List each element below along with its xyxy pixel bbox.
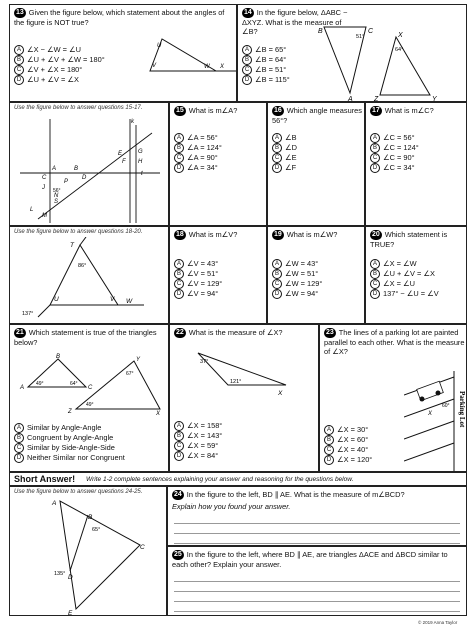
svg-text:E: E xyxy=(68,610,73,615)
svg-text:L: L xyxy=(30,207,34,213)
question-22-text: 22 What is the measure of ∠X? xyxy=(176,328,283,337)
question-14-options xyxy=(242,45,290,85)
svg-text:X: X xyxy=(220,64,225,70)
section-header: Use the figure below to answer questions 18-20. xyxy=(14,229,143,235)
question-number: 22 xyxy=(176,329,184,337)
option-a[interactable]: A ∠X = 30° xyxy=(324,425,372,435)
option-a[interactable]: A ∠X − ∠W = ∠U xyxy=(14,45,105,55)
svg-text:37°: 37° xyxy=(200,359,209,365)
two-triangles-figure xyxy=(16,353,166,415)
svg-text:60°: 60° xyxy=(442,403,450,409)
option-b[interactable]: B ∠A = 124° xyxy=(174,143,222,153)
answer-line[interactable] xyxy=(174,543,460,544)
option-c[interactable]: C ∠W = 129° xyxy=(272,279,322,289)
answer-line[interactable] xyxy=(174,591,460,592)
svg-text:Y: Y xyxy=(136,357,141,363)
option-c[interactable]: C ∠C = 90° xyxy=(370,153,419,163)
section-header: Use the figure below to answer questions 15-17. xyxy=(14,105,143,111)
copyright-footer: © 2019 Anna Taylor xyxy=(418,620,458,625)
answer-line[interactable] xyxy=(174,581,460,582)
question-24-text: 24 In the figure to the left, BD ∥ AE. What is the measure of m∠BCD? xyxy=(174,490,405,499)
svg-text:X: X xyxy=(398,32,403,39)
svg-text:D: D xyxy=(68,574,73,581)
option-a[interactable]: A ∠W = 43° xyxy=(272,259,322,269)
option-c[interactable]: C ∠X = ∠U xyxy=(370,279,439,289)
option-b[interactable]: B ∠U + ∠V + ∠W = 180° xyxy=(14,55,105,65)
question-19-text: 19 What is m∠W? xyxy=(274,230,338,239)
triangle-uvw-figure xyxy=(142,33,237,83)
option-c[interactable]: C ∠A = 90° xyxy=(174,153,222,163)
option-c[interactable]: C ∠V = 129° xyxy=(174,279,222,289)
question-16-text: 16 Which angle measures 56°? xyxy=(272,106,362,126)
svg-text:49°: 49° xyxy=(86,402,94,408)
question-16-cell xyxy=(267,102,365,226)
svg-text:T: T xyxy=(70,242,74,249)
question-22-options xyxy=(174,421,222,461)
question-15-text: 15 What is m∠A? xyxy=(176,106,238,115)
question-13-text: 13 Given the figure below, which statement about the angles of the figure is NOT true? xyxy=(14,8,225,28)
section-header: Use the figure below to answer questions 24-25. xyxy=(14,489,143,495)
option-a[interactable]: A Similar by Angle-Angle xyxy=(14,423,125,433)
question-number: 18 xyxy=(176,231,184,239)
triangle-exterior-angle-figure xyxy=(190,345,300,403)
svg-text:M: M xyxy=(42,213,47,219)
svg-text:C: C xyxy=(140,544,145,551)
figure-18-20-cell xyxy=(9,226,169,324)
question-23-text: 23 The lines of a parking lot are painted parallel to each other. What is the measure of ∠X? xyxy=(324,328,465,357)
question-18-cell xyxy=(169,226,267,324)
triangle-ace-figure xyxy=(30,497,150,615)
svg-text:A: A xyxy=(52,500,57,507)
question-23-cell xyxy=(319,324,467,472)
question-15-options xyxy=(174,133,222,173)
svg-text:N: N xyxy=(54,193,59,199)
similar-triangles-abc-xyz-figure xyxy=(318,23,458,101)
svg-text:W: W xyxy=(204,64,210,70)
option-d[interactable]: D Neither Similar nor Congruent xyxy=(14,453,125,463)
question-number: 17 xyxy=(372,107,380,115)
question-number: 23 xyxy=(326,329,334,337)
question-22-cell xyxy=(169,324,319,472)
svg-text:Parking Lot: Parking Lot xyxy=(458,391,466,428)
svg-text:k: k xyxy=(131,119,134,125)
option-d[interactable]: D ∠F xyxy=(272,163,297,173)
question-15-cell xyxy=(169,102,267,226)
svg-text:A: A xyxy=(20,385,25,391)
option-b[interactable]: B Congruent by Angle-Angle xyxy=(14,433,125,443)
triangle-tuv-figure xyxy=(10,237,169,323)
option-a[interactable]: A ∠B xyxy=(272,133,297,143)
option-a[interactable]: A ∠X = 158° xyxy=(174,421,222,431)
question-20-text: 20 Which statement is TRUE? xyxy=(370,230,448,250)
question-24-cell xyxy=(167,486,467,546)
short-answer-instructions: Write 1-2 complete sentences explaining your answer and reasoning for the questions below. xyxy=(86,476,354,483)
question-19-options xyxy=(272,259,322,299)
question-25-cell xyxy=(167,546,467,616)
answer-line[interactable] xyxy=(174,611,460,612)
option-d[interactable]: D ∠X = 120° xyxy=(324,455,372,465)
option-b[interactable]: B ∠X = 60° xyxy=(324,435,372,445)
question-number: 20 xyxy=(372,231,380,239)
question-number: 21 xyxy=(16,329,24,337)
svg-text:C: C xyxy=(42,175,47,181)
answer-line[interactable] xyxy=(174,533,460,534)
svg-text:V: V xyxy=(152,63,157,69)
question-17-cell xyxy=(365,102,467,226)
svg-text:Z: Z xyxy=(68,409,72,415)
question-number: 24 xyxy=(174,491,182,499)
option-a[interactable]: A ∠B = 65° xyxy=(242,45,290,55)
question-number: 25 xyxy=(174,551,182,559)
question-13-cell xyxy=(9,4,237,102)
question-19-cell xyxy=(267,226,365,324)
question-18-options xyxy=(174,259,222,299)
answer-line[interactable] xyxy=(174,523,460,524)
svg-text:D: D xyxy=(82,175,87,181)
svg-text:H: H xyxy=(138,159,143,165)
svg-text:t: t xyxy=(141,171,143,177)
svg-text:A: A xyxy=(348,96,353,101)
svg-text:137°: 137° xyxy=(22,311,34,317)
option-b[interactable]: B ∠B = 64° xyxy=(242,55,290,65)
short-answer-bar xyxy=(9,472,467,486)
svg-text:135°: 135° xyxy=(54,571,66,577)
svg-text:J: J xyxy=(42,185,45,191)
svg-text:Y: Y xyxy=(432,96,437,101)
question-number: 19 xyxy=(274,231,282,239)
option-d[interactable]: D ∠U + ∠V = ∠X xyxy=(14,75,105,85)
svg-text:B: B xyxy=(74,166,79,172)
svg-text:56°: 56° xyxy=(53,188,61,194)
svg-text:65°: 65° xyxy=(92,527,101,533)
option-a[interactable]: A ∠A = 56° xyxy=(174,133,222,143)
svg-text:B: B xyxy=(56,354,61,360)
option-b[interactable]: B ∠W = 51° xyxy=(272,269,322,279)
option-c[interactable]: C ∠B = 51° xyxy=(242,65,290,75)
svg-text:64°: 64° xyxy=(395,47,404,53)
svg-text:F: F xyxy=(122,159,126,165)
option-c[interactable]: C ∠X = 59° xyxy=(174,441,222,451)
question-17-text: 17 What is m∠C? xyxy=(372,106,434,115)
option-d[interactable]: D ∠X = 84° xyxy=(174,451,222,461)
svg-text:E: E xyxy=(118,151,123,157)
question-20-options xyxy=(370,259,439,299)
svg-text:B: B xyxy=(318,28,323,35)
svg-text:121°: 121° xyxy=(230,379,242,385)
question-25-text: 25 In the figure to the left, where BD ∥ AE, are triangles ΔACE and ΔBCD similar to each other? Explain your answer. xyxy=(172,550,448,570)
question-16-options xyxy=(272,133,297,173)
svg-text:W: W xyxy=(126,298,133,305)
svg-text:X: X xyxy=(278,390,283,397)
figure-15-17-cell xyxy=(9,102,169,226)
svg-text:64°: 64° xyxy=(70,381,78,387)
parking-lot-figure xyxy=(404,371,466,471)
question-24-subtext: Explain how you found your answer. xyxy=(172,502,291,511)
question-number: 13 xyxy=(16,9,24,17)
question-20-cell xyxy=(365,226,467,324)
option-c[interactable]: C Similar by Side-Angle-Side xyxy=(14,443,125,453)
option-b[interactable]: B ∠C = 124° xyxy=(370,143,419,153)
svg-text:G: G xyxy=(138,149,143,155)
svg-text:U: U xyxy=(157,43,162,49)
svg-text:67°: 67° xyxy=(126,371,134,377)
option-b[interactable]: B ∠D xyxy=(272,143,297,153)
question-23-options xyxy=(324,425,372,465)
option-c[interactable]: C ∠X = 40° xyxy=(324,445,372,455)
option-d[interactable]: D ∠W = 94° xyxy=(272,289,322,299)
short-answer-title: Short Answer! xyxy=(14,474,76,484)
svg-text:B: B xyxy=(88,514,93,521)
option-c[interactable]: C ∠V + ∠X = 180° xyxy=(14,65,105,75)
option-d[interactable]: D ∠A = 34° xyxy=(174,163,222,173)
svg-text:86°: 86° xyxy=(78,263,87,269)
question-17-options xyxy=(370,133,419,173)
question-number: 14 xyxy=(244,9,252,17)
svg-text:P: P xyxy=(64,179,69,185)
question-14-text: 14 In the figure below, ΔABC ~ ΔXYZ. What is the measure of ∠B? xyxy=(242,8,348,37)
option-d[interactable]: D ∠V = 94° xyxy=(174,289,222,299)
question-number: 16 xyxy=(274,107,282,115)
svg-text:49°: 49° xyxy=(36,381,44,387)
question-21-options xyxy=(14,423,125,463)
question-18-text: 18 What is m∠V? xyxy=(176,230,238,239)
svg-text:51°: 51° xyxy=(356,34,365,40)
question-13-options xyxy=(14,45,105,85)
question-21-text: 21 Which statement is true of the triangles below? xyxy=(14,328,157,348)
svg-text:U: U xyxy=(54,296,59,303)
option-a[interactable]: A ∠X = ∠W xyxy=(370,259,439,269)
svg-text:S: S xyxy=(54,199,59,205)
option-b[interactable]: B ∠V = 51° xyxy=(174,269,222,279)
svg-text:C: C xyxy=(88,385,93,391)
option-b[interactable]: B ∠X = 143° xyxy=(174,431,222,441)
svg-text:V: V xyxy=(110,296,115,303)
option-a[interactable]: A ∠V = 43° xyxy=(174,259,222,269)
question-21-cell xyxy=(9,324,169,472)
option-b[interactable]: B ∠U + ∠V = ∠X xyxy=(370,269,439,279)
svg-text:X: X xyxy=(428,411,433,417)
svg-text:A: A xyxy=(52,166,57,172)
svg-text:C: C xyxy=(368,28,374,35)
parallel-lines-transversal-figure xyxy=(10,115,169,225)
question-14-cell xyxy=(237,4,467,102)
svg-text:X: X xyxy=(156,411,161,415)
option-d[interactable]: D ∠B = 115° xyxy=(242,75,290,85)
answer-line[interactable] xyxy=(174,601,460,602)
option-a[interactable]: A ∠C = 56° xyxy=(370,133,419,143)
question-number: 15 xyxy=(176,107,184,115)
option-d[interactable]: D ∠C = 34° xyxy=(370,163,419,173)
option-d[interactable]: D 137° − ∠U = ∠V xyxy=(370,289,439,299)
figure-24-25-cell xyxy=(9,486,167,616)
option-c[interactable]: C ∠E xyxy=(272,153,297,163)
svg-text:Z: Z xyxy=(374,96,379,101)
